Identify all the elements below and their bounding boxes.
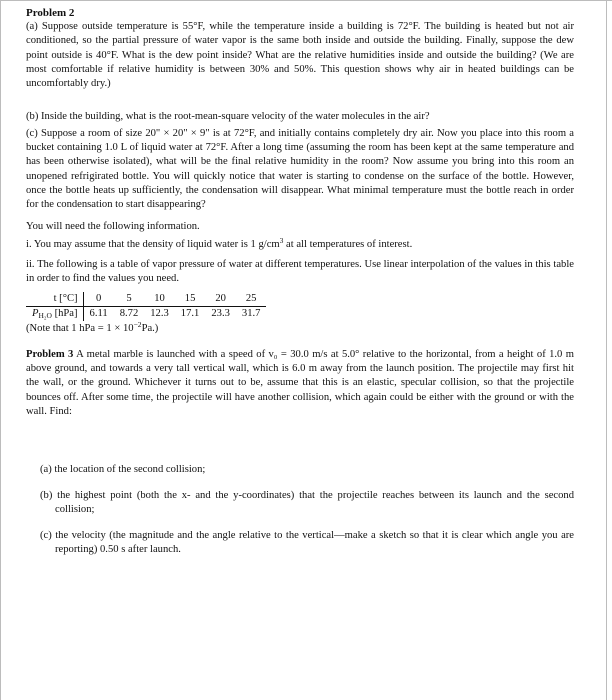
list-item: (c) the velocity (the magnitude and the angle relative to the vertical—make a sketch so that it is clear which angle you are reporting) 0.50 s after launch. <box>40 530 574 556</box>
page-border-right <box>606 0 607 700</box>
problem-2-part-a: (a) Suppose outside temperature is 55°F, while the temperature inside a building is 72°F. The building is heated but not air conditioned, so the partial pressure of water vapor is the same both inside and outside the building. Finally, suppose the dew point outside is 40°F. What is the dew point inside? What are the relative humidities inside and outside the building? (We are most comfortable if relative humidity is between 30% and 50%. This question shows why air in heated buildings can be uncomfortably dry.) <box>26 21 574 90</box>
problem-2-title: Problem 2 <box>26 7 75 19</box>
table-cell: 20 <box>205 292 236 307</box>
list-item: (a) the location of the second collision; <box>40 464 206 475</box>
table-cell: 23.3 <box>211 308 230 319</box>
table-row-temperature <box>26 292 266 307</box>
pressure-subscript: H₂O <box>38 311 52 320</box>
table-cell: 31.7 <box>241 308 261 319</box>
table-row-pressure <box>26 307 266 322</box>
unit-note-text: (Note that 1 hPa = 1 × 10 <box>26 323 134 334</box>
unit-note-exponent: −2 <box>133 320 142 329</box>
table-header-temperature: t [°C] <box>26 292 83 307</box>
table-header-pressure <box>26 307 83 322</box>
page-border-top <box>0 0 612 1</box>
info-i-superscript: 3 <box>279 236 284 245</box>
problem-3-item-b <box>40 489 574 517</box>
problem-2-part-b: (b) Inside the building, what is the root-mean-square velocity of the water molecules in the air? <box>26 111 430 122</box>
table-cell: 10 <box>144 292 175 307</box>
problem-3-item-c <box>40 529 574 557</box>
vapor-pressure-table <box>26 292 266 321</box>
pressure-unit: [hPa] <box>51 308 78 319</box>
problem-2-section <box>26 6 574 91</box>
problem-3-intro: A metal marble is launched with a speed of v₀ = 30.0 m/s at 5.0° relative to the horizontal, from a height of 1.0 m above ground, and towards a very tall vertical wall, which is 6.0 m away from the launch position. The projectile may first hit the wall, or the ground. Whichever it turns out to be, assume that this is an elastic, specular collision, so that the projectile bounces off. After some time, the projectile will have another collision, which again could be either with the ground or with the wall. Find: <box>26 349 574 417</box>
table-cell: 12.3 <box>150 308 169 319</box>
info-ii: ii. The following is a table of vapor pressure of water at different temperatures. Use linear interpolation of the values in this table in order to find the values you need. <box>26 259 574 285</box>
info-i-tail: at all temperatures of interest. <box>283 239 413 250</box>
problem-2-part-c: (c) Suppose a room of size 20" × 20" × 9" is at 72°F, and initially contains completely dry air. Now you place into this room a bucket containing 1.0 L of liquid water at 72°F. After a long time (assuming the room has been kept at the same temperature and has been otherwise isolated), what will be the final relative humidity in the room? Now assume you bring into this room an unopened refrigirated bottle. You will quickly notice that water is starting to condense on the surface of the bottle. However, once the bottle heats up sufficiently, the condensation will disappear. What minimal temperature must the bottle reach in order for the condensation to start disappearing? <box>26 128 574 211</box>
problem-3-section <box>26 348 574 419</box>
info-i <box>26 238 574 252</box>
info-intro: You will need the following information. <box>26 221 200 232</box>
table-cell: 25 <box>236 292 267 307</box>
problem-3-item-a <box>40 463 574 477</box>
info-i-text: i. You may assume that the density of liquid water is 1 g/cm <box>26 239 280 250</box>
unit-note <box>26 322 574 336</box>
unit-note-tail: Pa.) <box>141 323 159 334</box>
page-border-left <box>0 0 1 700</box>
list-item: (b) the highest point (both the x- and the y-coordinates) that the projectile reaches between its launch and the second collision; <box>40 490 574 516</box>
table-cell: 5 <box>114 292 145 307</box>
table-cell: 8.72 <box>119 308 139 319</box>
table-cell: 0 <box>83 292 114 307</box>
table-cell: 6.11 <box>89 308 108 319</box>
problem-3-title: Problem 3 <box>26 349 74 360</box>
pressure-symbol: P <box>32 308 39 319</box>
table-cell: 15 <box>175 292 206 307</box>
table-cell: 17.1 <box>180 308 200 319</box>
